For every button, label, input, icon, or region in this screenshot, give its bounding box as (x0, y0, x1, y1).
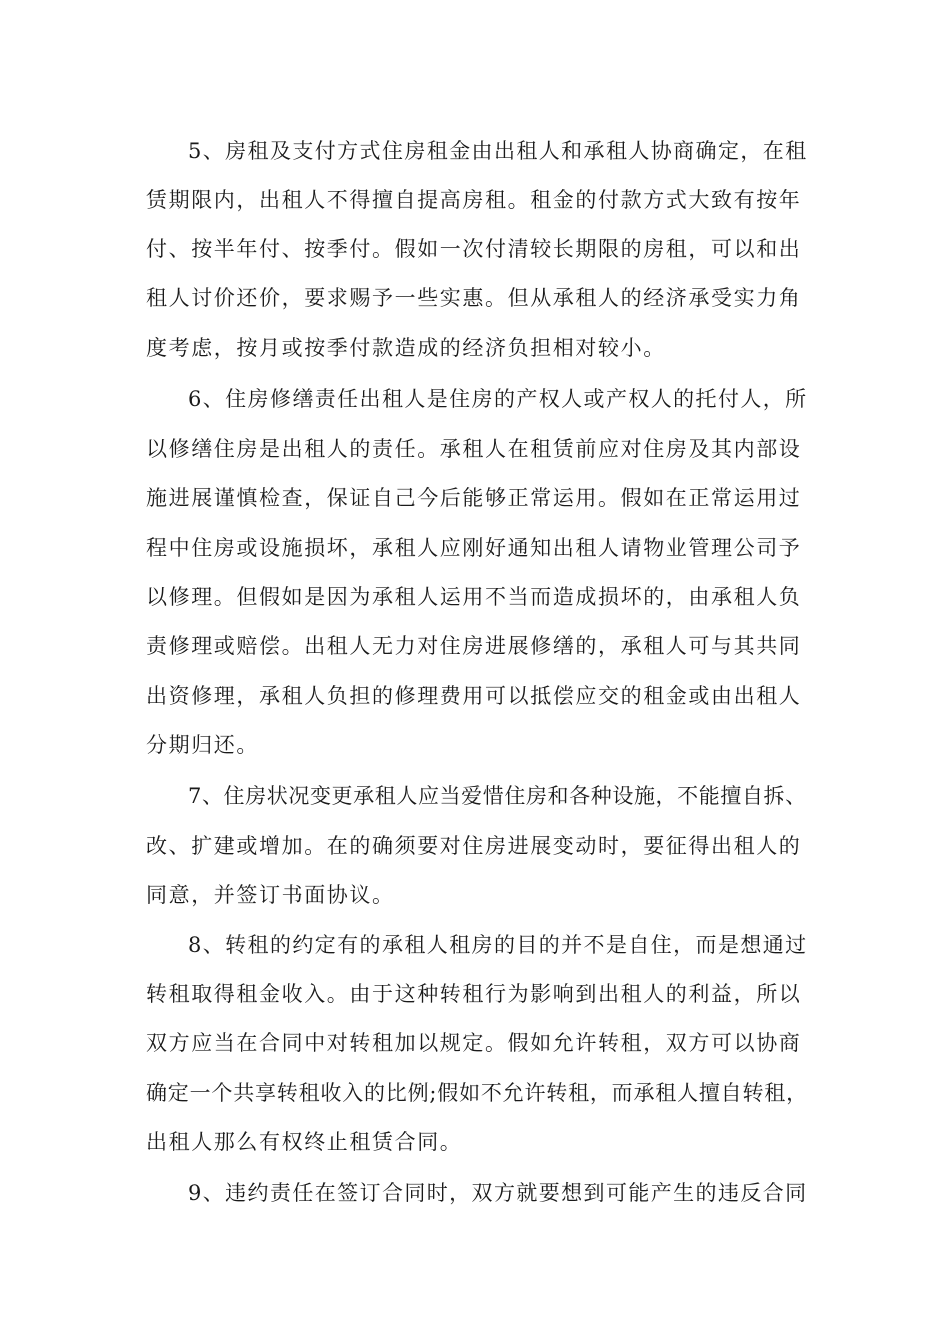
text-line: 5、房租及支付方式住房租金由出租人和承租人协商确定，在租 (188, 139, 808, 163)
text-line: 7、住房状况变更承租人应当爱惜住房和各种设施，不能擅自拆、 (188, 784, 807, 808)
text-line: 赁期限内，出租人不得擅自提高房租。租金的付款方式大致有按年 (146, 188, 802, 212)
text-line: 程中住房或设施损坏，承租人应刚好通知出租人请物业管理公司予 (146, 536, 802, 560)
text-line: 6、住房修缮责任出租人是住房的产权人或产权人的托付人，所 (188, 387, 808, 411)
text-line: 8、转租的约定有的承租人租房的目的并不是自住，而是想通过 (188, 933, 808, 957)
text-line: 确定一个共享转租收入的比例;假如不允许转租，而承租人擅自转租， (146, 1081, 808, 1105)
text-line: 施进展谨慎检查，保证自己今后能够正常运用。假如在正常运用过 (146, 486, 802, 510)
text-line: 同意，并签订书面协议。 (146, 883, 395, 907)
text-line: 出租人那么有权终止租赁合同。 (146, 1130, 463, 1154)
text-line: 双方应当在合同中对转租加以规定。假如允许转租，双方可以协商 (146, 1031, 802, 1055)
text-line: 分期归还。 (146, 733, 259, 757)
text-line: 付、按半年付、按季付。假如一次付清较长期限的房租，可以和出 (146, 237, 802, 261)
text-line: 以修缮住房是出租人的责任。承租人在租赁前应对住房及其内部设 (146, 437, 802, 461)
text-line: 责修理或赔偿。出租人无力对住房进展修缮的，承租人可与其共同 (146, 634, 802, 658)
text-line: 改、扩建或增加。在的确须要对住房进展变动时，要征得出租人的 (146, 834, 802, 858)
text-line: 9、违约责任在签订合同时，双方就要想到可能产生的违反合同 (188, 1181, 808, 1205)
text-line: 转租取得租金收入。由于这种转租行为影响到出租人的利益，所以 (146, 982, 802, 1006)
text-line: 租人讨价还价，要求赐予一些实惠。但从承租人的经济承受实力角 (146, 286, 802, 310)
text-line: 以修理。但假如是因为承租人运用不当而造成损坏的，由承租人负 (146, 585, 802, 609)
text-line: 度考虑，按月或按季付款造成的经济负担相对较小。 (146, 336, 666, 360)
text-line: 出资修理，承租人负担的修理费用可以抵偿应交的租金或由出租人 (146, 684, 802, 708)
